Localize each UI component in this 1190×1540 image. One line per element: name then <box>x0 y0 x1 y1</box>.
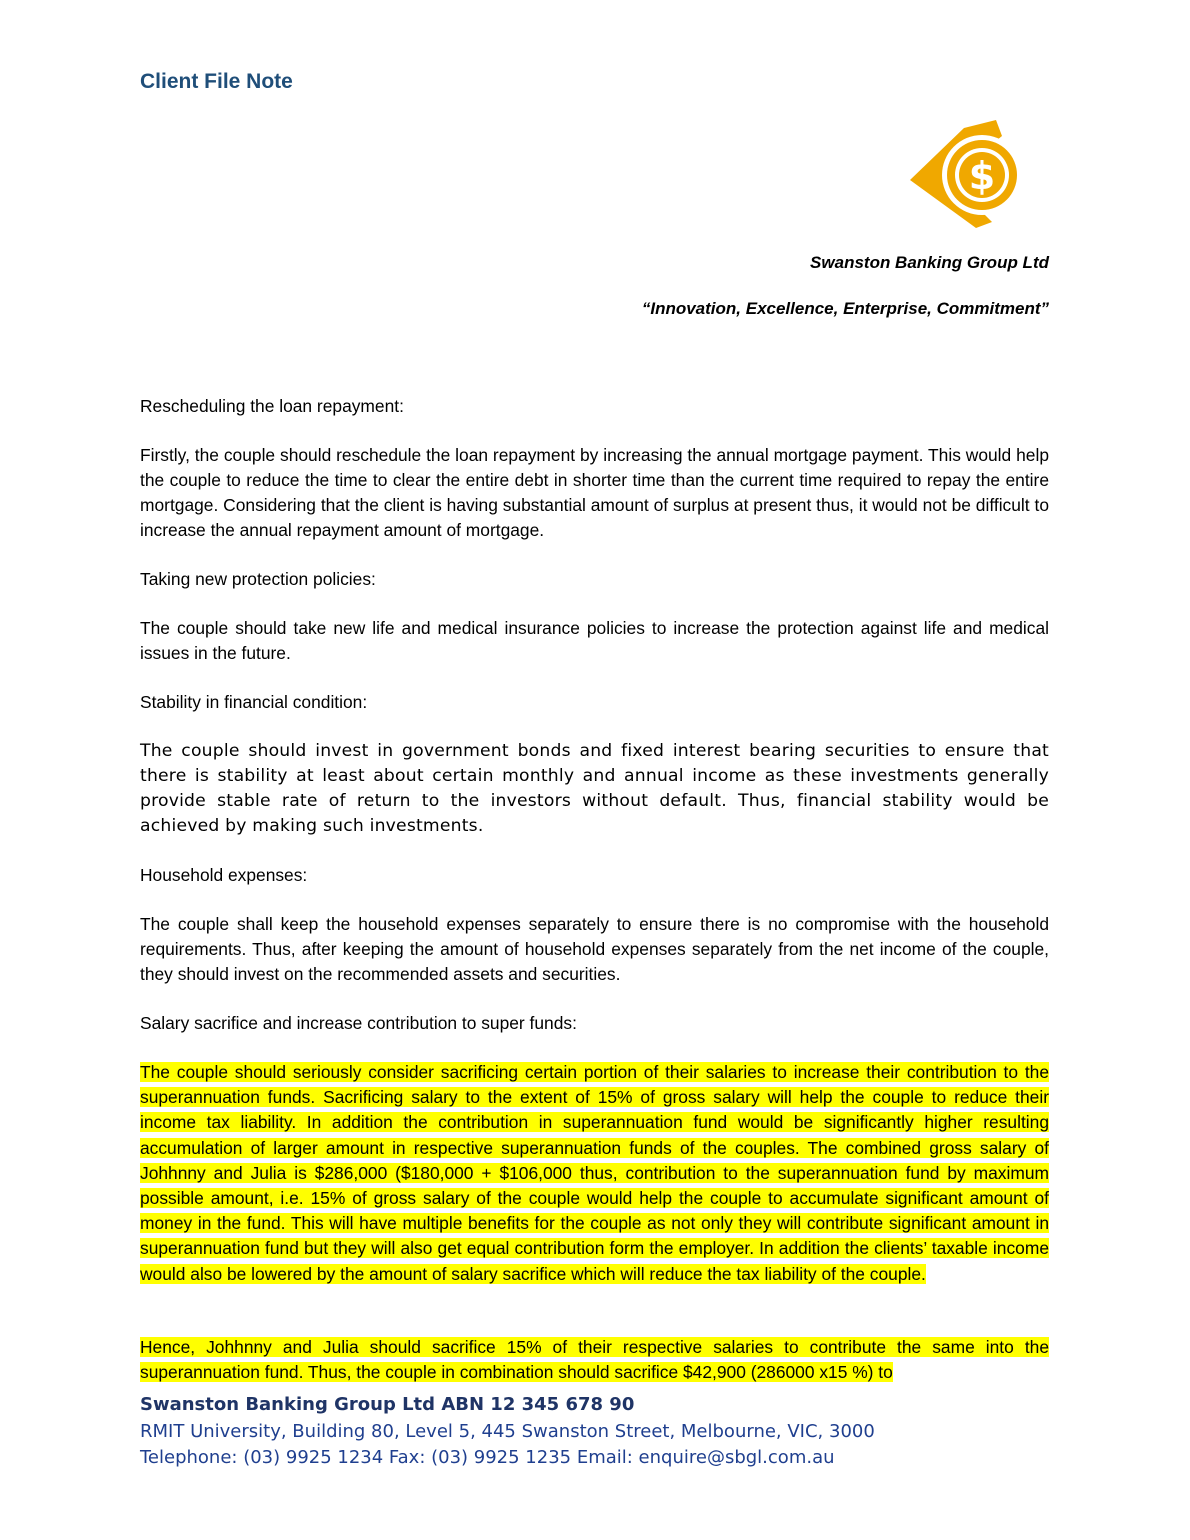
footer-company-abn: Swanston Banking Group Ltd ABN 12 345 678 90 <box>140 1394 635 1415</box>
section-heading: Stability in financial condition: <box>140 692 368 712</box>
footer-address: RMIT University, Building 80, Level 5, 445 Swanston Street, Melbourne, VIC, 3000 <box>140 1420 875 1442</box>
page-footer <box>140 1392 875 1472</box>
section-heading: Household expenses: <box>140 865 308 886</box>
footer-contact: Telephone: (03) 9925 1234 Fax: (03) 9925 1235 Email: enquire@sbgl.com.au <box>140 1447 835 1468</box>
dollar-coin-logo-icon <box>906 118 1022 230</box>
closing-paragraph <box>140 1335 1049 1385</box>
company-name: Swanston Banking Group Ltd <box>810 253 1049 272</box>
highlighted-paragraph <box>140 1060 1049 1287</box>
company-motto: “Innovation, Excellence, Enterprise, Commitment” <box>641 299 1049 318</box>
logo-dollar-sign: $ <box>968 154 996 198</box>
section-paragraph: The couple should take new life and medical insurance policies to increase the protection against life and medical issues in the future. <box>140 618 1049 664</box>
section-paragraph: The couple should invest in government bonds and fixed interest bearing securities to ensure that there is stability at least about certain monthly and annual income as these investments generally provide stable rate of return to the investors without default. Thus, financial stability would be achieved by making such investments. <box>140 740 1049 837</box>
section-paragraph: The couple shall keep the household expenses separately to ensure there is no compromise with the household requirements. Thus, after keeping the amount of household expenses separately from the net income of the couple, they should invest on the recommended assets and securities. <box>140 914 1049 985</box>
section-heading: Salary sacrifice and increase contribution to super funds: <box>140 1013 577 1034</box>
section-heading: Rescheduling the loan repayment: <box>140 396 404 416</box>
page-title: Client File Note <box>140 70 293 93</box>
document-body <box>140 394 1049 1310</box>
highlighted-text: Hence, Johhnny and Julia should sacrifice 15% of their respective salaries to contribute the same into the superannuation fund. Thus, the couple in combination should sacrifice $42,900 (286000 x15 %) to <box>140 1337 1049 1383</box>
highlighted-text: The couple should seriously consider sacrificing certain portion of their salaries to increase their contribution to the superannuation funds. Sacrificing salary to the extent of 15% of gross salary will help the couple to reduce their income tax liability. In addition the contribution in superannuation fund would be significantly higher resulting accumulation of larger amount in respective superannuation funds of the couples. The combined gross salary of Johhnny and Julia is $286,000 ($180,000 + $106,000 thus, contribution to the superannuation fund by maximum possible amount, i.e. 15% of gross salary of the couple would help the couple to accumulate significant amount of money in the fund. This will have multiple benefits for the couple as not only they will contribute significant amount in superannuation fund but they will also get equal contribution form the employer. In addition the clients’ taxable income would also be lowered by the amount of salary sacrifice which will reduce the tax liability of the couple. <box>140 1062 1049 1284</box>
section-heading: Taking new protection policies: <box>140 569 376 590</box>
closing-paragraph-clip <box>140 1335 1049 1386</box>
section-paragraph: Firstly, the couple should reschedule the loan repayment by increasing the annual mortgage payment. This would help the couple to reduce the time to clear the entire debt in shorter time than the current time required to repay the entire mortgage. Considering that the client is having substantial amount of surplus at present thus, it would not be difficult to increase the annual repayment amount of mortgage. <box>140 444 1049 541</box>
